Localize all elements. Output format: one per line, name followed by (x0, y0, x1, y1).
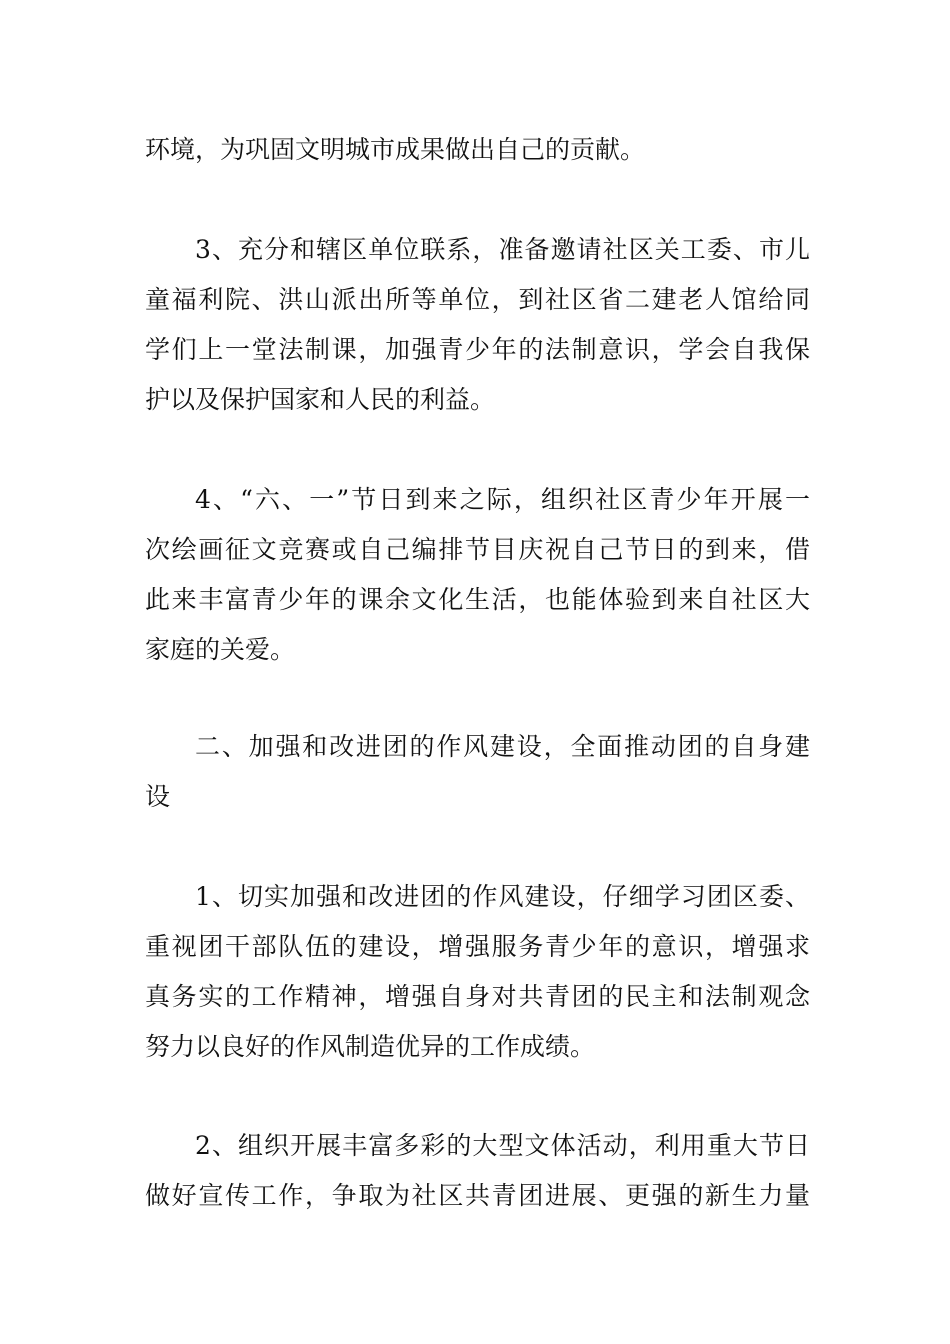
paragraph-line: 次绘画征文竞赛或自己编排节目庆祝自己节日的到来，借 (145, 535, 810, 564)
paragraph-line: 此来丰富青少年的课余文化生活，也能体验到来自社区大 (145, 585, 810, 614)
section-heading-2 (145, 722, 810, 822)
paragraph-line: 努力以良好的作风制造优异的工作成绩。 (145, 1032, 596, 1061)
paragraph-line: 1、切实加强和改进团的作风建设，仔细学习团区委、 (195, 882, 810, 911)
paragraph-line: 家庭的关爱。 (145, 635, 296, 664)
paragraph-line: 做好宣传工作，争取为社区共青团进展、更强的新生力量 (145, 1181, 810, 1210)
paragraph-line: 2、组织开展丰富多彩的大型文体活动，利用重大节日 (195, 1131, 810, 1160)
paragraph-line: 4、“六、一”节日到来之际，组织社区青少年开展一 (195, 485, 810, 514)
paragraph-line: 设 (145, 782, 171, 811)
paragraph-line: 真务实的工作精神，增强自身对共青团的民主和法制观念 (145, 982, 810, 1011)
paragraph-item-1 (145, 872, 810, 1072)
paragraph-environment (145, 125, 810, 175)
paragraph-line: 3、充分和辖区单位联系，准备邀请社区关工委、市儿 (195, 235, 810, 264)
paragraph-line: 环境，为巩固文明城市成果做出自己的贡献。 (145, 135, 646, 164)
paragraph-line: 童福利院、洪山派出所等单位，到社区省二建老人馆给同 (145, 285, 810, 314)
paragraph-item-4 (145, 475, 810, 675)
paragraph-item-3 (145, 225, 810, 425)
paragraph-line: 学们上一堂法制课，加强青少年的法制意识，学会自我保 (145, 335, 810, 364)
paragraph-line: 重视团干部队伍的建设，增强服务青少年的意识，增强求 (145, 932, 810, 961)
paragraph-line: 护以及保护国家和人民的利益。 (145, 385, 496, 414)
paragraph-item-2 (145, 1121, 810, 1221)
paragraph-line: 二、加强和改进团的作风建设，全面推动团的自身建 (195, 732, 810, 761)
